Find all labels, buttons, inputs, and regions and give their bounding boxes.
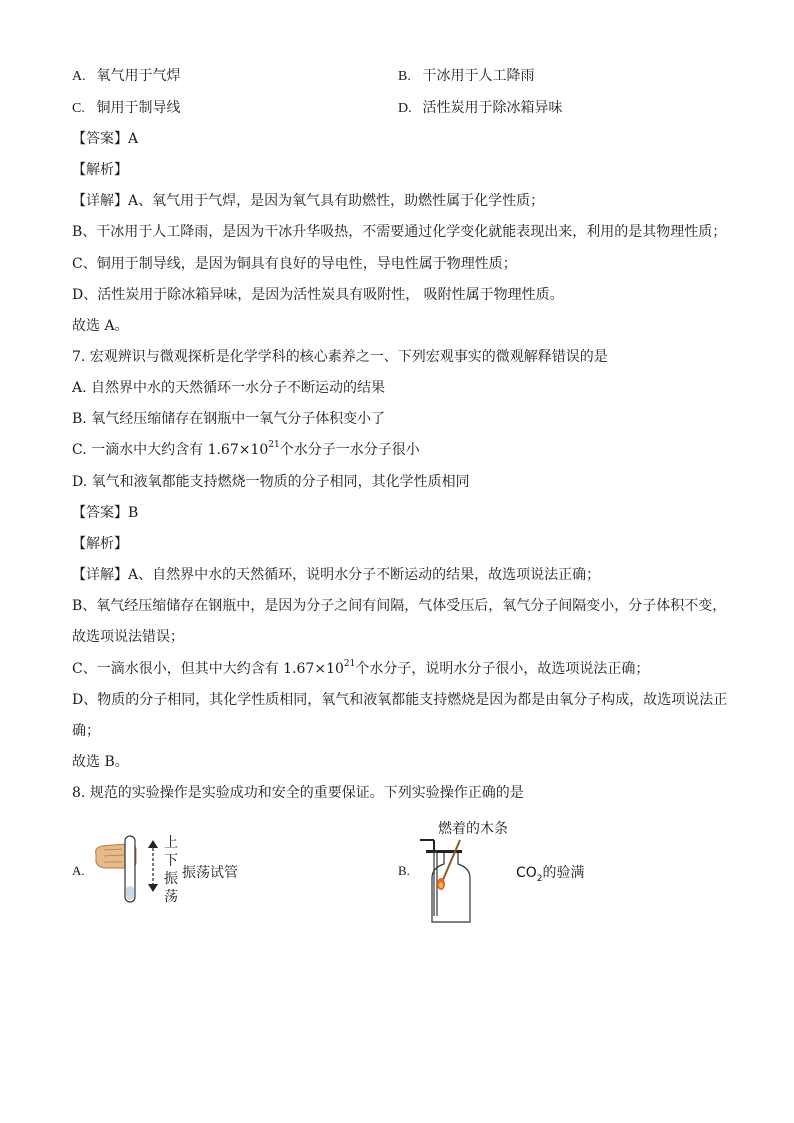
q6-detail-d: D、活性炭用于除冰箱异味，是因为活性炭具有吸附性， 吸附性属于物理性质。	[72, 287, 564, 303]
q6-detail-c: C、铜用于制导线，是因为铜具有良好的导电性，导电性属于物理性质；	[72, 256, 517, 272]
exponent: 21	[343, 659, 356, 670]
q7-detail-d-line2: 确；	[72, 723, 100, 739]
option-key: B.	[398, 69, 411, 84]
q8-stem: 8. 规范的实验操作是实验成功和安全的重要保证。下列实验操作正确的是	[72, 785, 524, 801]
q6-detail-b: B、干冰用于人工降雨，是因为干冰升华吸热，不需要通过化学变化就能表现出来，利用的是其物理性质；	[72, 224, 727, 240]
option-text: 干冰用于人工降雨	[422, 68, 535, 84]
q7-conclusion: 故选 B。	[72, 754, 129, 770]
gas-bottle-illustration	[420, 838, 480, 926]
q7-option-a: A. 自然界中水的天然循环一水分子不断运动的结果	[72, 380, 386, 396]
q7-detail-d-line1: D、物质的分子相同，其化学性质相同，氧气和液氧都能支持燃烧是因为都是由氧分子构成，故选项说法正	[72, 692, 728, 708]
option-text: 铜用于制导线	[96, 100, 181, 116]
option-key: C.	[72, 101, 85, 116]
q8-option-a-key: A.	[72, 863, 85, 878]
option-a-caption: 振荡试管	[182, 865, 238, 881]
option-b-caption	[516, 862, 585, 882]
label-zhen: 振	[164, 871, 178, 887]
q7-option-c	[72, 440, 420, 460]
burning-stick-label: 燃着的木条	[438, 821, 508, 837]
q7-stem: 7. 宏观辨识与微观探析是化学学科的核心素养之一、下列宏观事实的微观解释错误的是	[72, 349, 608, 365]
q6-option-b	[398, 66, 534, 86]
option-key: A.	[72, 69, 86, 84]
q7-detail-c	[72, 659, 649, 679]
q7-detail-b-line2: 故选项说法错误；	[72, 629, 184, 645]
q6-answer: 【答案】A	[72, 131, 139, 147]
option-text: 氧气用于气焊	[96, 68, 181, 84]
option-key: D.	[398, 101, 412, 116]
detail-text: C、一滴水很小，但其中大约含有 1.67×10	[72, 661, 344, 677]
q6-option-d	[398, 98, 562, 118]
q8-option-b-key: B.	[398, 863, 410, 878]
q7-analysis-heading: 【解析】	[72, 536, 128, 552]
detail-text: 个水分子，说明水分子很小，故选项说法正确；	[355, 661, 650, 677]
label-down: 下	[164, 853, 178, 869]
label-up: 上	[164, 835, 178, 851]
label-dang: 荡	[164, 889, 178, 905]
q6-analysis-heading: 【解析】	[72, 162, 128, 178]
q6-option-c	[72, 98, 180, 118]
option-text: 活性炭用于除冰箱异味	[422, 100, 563, 116]
caption-text: 的验满	[542, 865, 585, 881]
q6-conclusion: 故选 A。	[72, 318, 129, 334]
up-down-arrow-icon	[146, 838, 160, 894]
option-text: 个水分子一水分子很小	[279, 442, 420, 458]
option-text: C. 一滴水中大约含有 1.67×10	[72, 442, 269, 458]
q6-detail-a: 【详解】A、氧气用于气焊，是因为氧气具有助燃性，助燃性属于化学性质；	[72, 193, 545, 209]
q7-answer: 【答案】B	[72, 505, 139, 521]
co2-subscript: 2	[536, 873, 543, 884]
q7-option-d: D. 氧气和液氧都能支持燃烧一物质的分子相同，其化学性质相同	[72, 474, 470, 490]
q7-detail-b-line1: B、氧气经压缩储存在钢瓶中，是因为分子之间有间隔，气体受压后，氧气分子间隔变小，分子体积不变，	[72, 598, 727, 614]
q6-option-a	[72, 66, 180, 86]
exponent: 21	[268, 440, 280, 451]
q7-option-b: B. 氧气经压缩储存在钢瓶中一氧气分子体积变小了	[72, 411, 386, 427]
q7-detail-a: 【详解】A、自然界中水的天然循环，说明水分子不断运动的结果，故选项说法正确；	[72, 567, 601, 583]
co2-formula: CO	[516, 865, 537, 881]
